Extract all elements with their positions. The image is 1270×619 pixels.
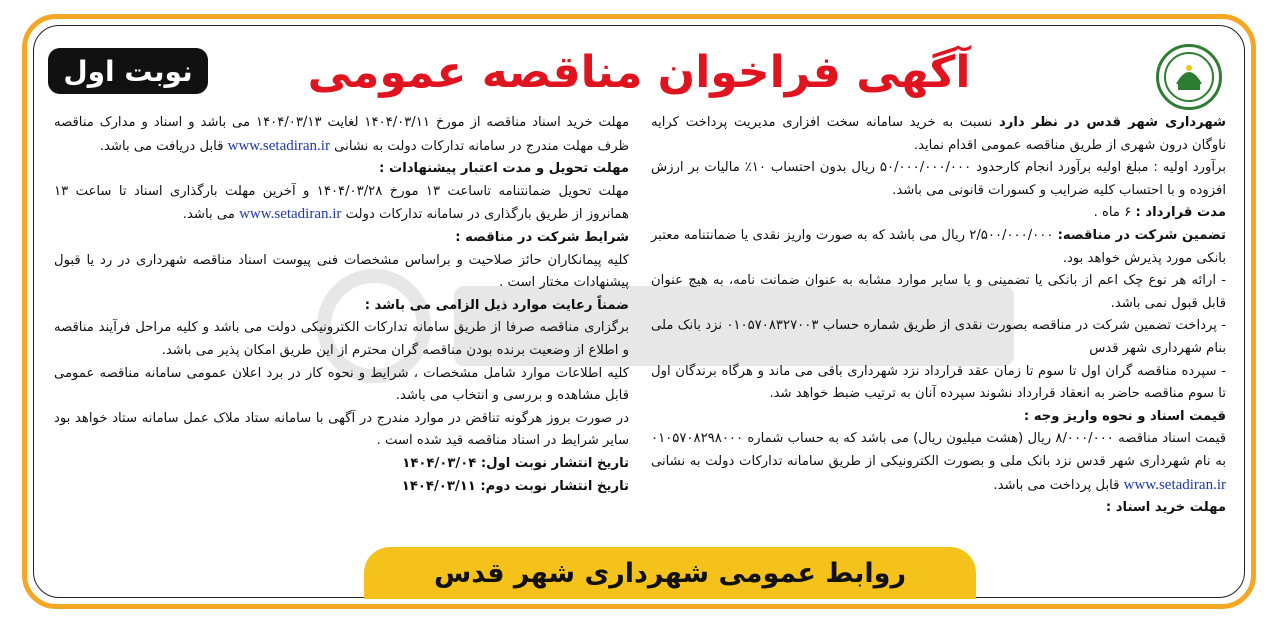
deadline-label: مهلت خرید اسناد : bbox=[1105, 500, 1226, 516]
delivery-paragraph bbox=[54, 181, 629, 227]
intro-paragraph bbox=[651, 112, 1226, 157]
bullet-deposit: - سپرده مناقصه گران اول تا سوم تا زمان عقد قرارداد نزد شهرداری باقی می ماند و هرگاه برندگان اول تا سوم مناقصه حاضر به انعقاد قرارداد نشوند سپرده آنان به ترتیب ضبط خواهد شد. bbox=[651, 363, 1226, 402]
purchase-period-end: قابل دریافت می باشد. bbox=[99, 138, 228, 154]
right-column bbox=[651, 112, 1226, 520]
left-column bbox=[54, 112, 629, 498]
ad-inner-border bbox=[33, 25, 1245, 598]
bullet-cheque: - ارائه هر نوع چک اعم از بانکی یا تضمینی و یا سایر موارد مشابه به عنوان ضمانت نامه، به هیچ عنوان قابل قبول نمی باشد. bbox=[651, 273, 1226, 311]
conditions-label: شرایط شرکت در مناقصه : bbox=[455, 229, 629, 245]
guarantee-paragraph bbox=[651, 225, 1226, 270]
publish-date-second-value: ۱۴۰۴/۰۳/۱۱ bbox=[401, 478, 481, 494]
estimate-paragraph: برآورد اولیه : مبلغ اولیه برآورد انجام کارحدود ۵۰/۰۰۰/۰۰۰/۰۰۰ ریال بدون احتساب ۱۰٪ مالیات بر ارزش افزوده و با احتساب کلیه ضرایب و کسورات قانونی می باشد. bbox=[651, 160, 1226, 198]
bullet-payment: - پرداخت تضمین شرکت در مناقصه بصورت نقدی از طریق شماره حساب ۰۱۰۵۷۰۸۳۲۷۰۰۳ نزد بانک ملی بنام شهرداری شهر قدس bbox=[651, 318, 1227, 356]
price-text: قیمت اسناد مناقصه ۸/۰۰۰/۰۰۰ ریال (هشت میلیون ریال) می باشد که به حساب شماره ۰۱۰۵۷۰۸۲۹۸۰۰۰ به نام شهرداری شهر قدس نزد بانک ملی و بصورت الکترونیکی از طریق سامانه تدارکات دولت به نشانی bbox=[651, 431, 1227, 469]
price-label: قیمت اسناد و نحوه واریز وجه : bbox=[1023, 408, 1226, 424]
mandatory-item: در صورت بروز هرگونه تناقض در موارد مندرج در آگهی با سامانه ستاد ملاک عمل سامانه ستاد خواهد بود سایر شرایط در اسناد مناقصه قید شده است . bbox=[54, 410, 629, 449]
purchase-period-paragraph bbox=[54, 112, 629, 158]
publish-date-second-label: تاریخ انتشار نوبت دوم: bbox=[480, 478, 629, 494]
purchase-period-text: مهلت خرید اسناد مناقصه از مورخ ۱۴۰۴/۰۳/۱۱ لغایت ۱۴۰۴/۰۳/۱۳ می باشد و اسناد و مدارک مناقصه ظرف مهلت مندرج در سامانه تدارکات دولت به نشانی bbox=[54, 115, 630, 154]
mandatory-label: ضمناً رعایت موارد ذیل الزامی می باشد : bbox=[364, 297, 629, 313]
delivery-label: مهلت تحویل و مدت اعتبار پیشنهادات : bbox=[379, 161, 629, 177]
municipality-logo-icon bbox=[1156, 44, 1222, 110]
delivery-text: مهلت تحویل ضمانتنامه تاساعت ۱۳ مورخ ۱۴۰۴/۰۳/۲۸ و آخرین مهلت بارگذاری اسناد تا ساعت ۱۳ همانروز از طریق بارگذاری در سامانه تدارکات دولت bbox=[54, 183, 629, 223]
conditions-paragraph: کلیه پیمانکاران حائز صلاحیت و براساس مشخصات فنی پیوست اسناد مناقصه شهرداری در رد یا قبول پیشنهادات مختار است . bbox=[54, 252, 629, 291]
price-end: قابل پرداخت می باشد. bbox=[993, 477, 1124, 493]
publish-date-second bbox=[54, 476, 629, 499]
publish-date-first bbox=[54, 453, 629, 476]
intro-bold: شهرداری شهر قدس در نظر دارد bbox=[999, 115, 1226, 130]
duration-value: ۶ ماه . bbox=[1093, 205, 1136, 221]
mandatory-item: کلیه اطلاعات موارد شامل مشخصات ، شرایط و نحوه کار در برد اعلان عمومی سامانه مناقصه عمومی قابل مشاهده و بررسی و انتخاب می باشد. bbox=[54, 365, 629, 404]
setadiran-link[interactable]: www.setadiran.ir bbox=[227, 137, 330, 154]
round-badge: نوبت اول bbox=[48, 48, 208, 94]
guarantee-label: تضمین شرکت در مناقصه: bbox=[1057, 227, 1226, 243]
guarantee-text: ۲/۵۰۰/۰۰۰/۰۰۰ ریال می باشد که به صورت واریز نقدی یا ضمانتنامه معتبر بانکی مورد پذیرش خواهد بود. bbox=[650, 227, 1226, 266]
duration-label: مدت قرارداد : bbox=[1135, 205, 1226, 221]
price-paragraph bbox=[651, 428, 1226, 497]
ad-title: آگهی فراخوان مناقصه عمومی bbox=[307, 47, 971, 98]
mandatory-item: برگزاری مناقصه صرفا از طریق سامانه تدارکات الکترونیکی دولت می باشد و کلیه مراحل فرآیند مناقصه و اطلاع از وضعیت برنده بودن مناقصه گران محترم از این طریق امکان پذیر می باشد. bbox=[54, 320, 629, 358]
public-relations-footer: روابط عمومی شهرداری شهر قدس bbox=[364, 547, 976, 599]
publish-date-first-label: تاریخ انتشار نوبت اول: bbox=[480, 455, 629, 471]
duration-paragraph bbox=[651, 202, 1226, 225]
delivery-end: می باشد. bbox=[182, 207, 240, 223]
publish-date-first-value: ۱۴۰۴/۰۳/۰۴ bbox=[402, 455, 481, 471]
ad-frame bbox=[22, 14, 1256, 609]
setadiran-link[interactable]: www.setadiran.ir bbox=[239, 206, 342, 223]
intro-text: نسبت به خرید سامانه سخت افزاری مدیریت پرداخت کرایه ناوگان درون شهری از طریق مناقصه عمومی اقدام نماید. bbox=[651, 115, 1226, 153]
setadiran-link[interactable]: www.setadiran.ir bbox=[1123, 476, 1226, 493]
